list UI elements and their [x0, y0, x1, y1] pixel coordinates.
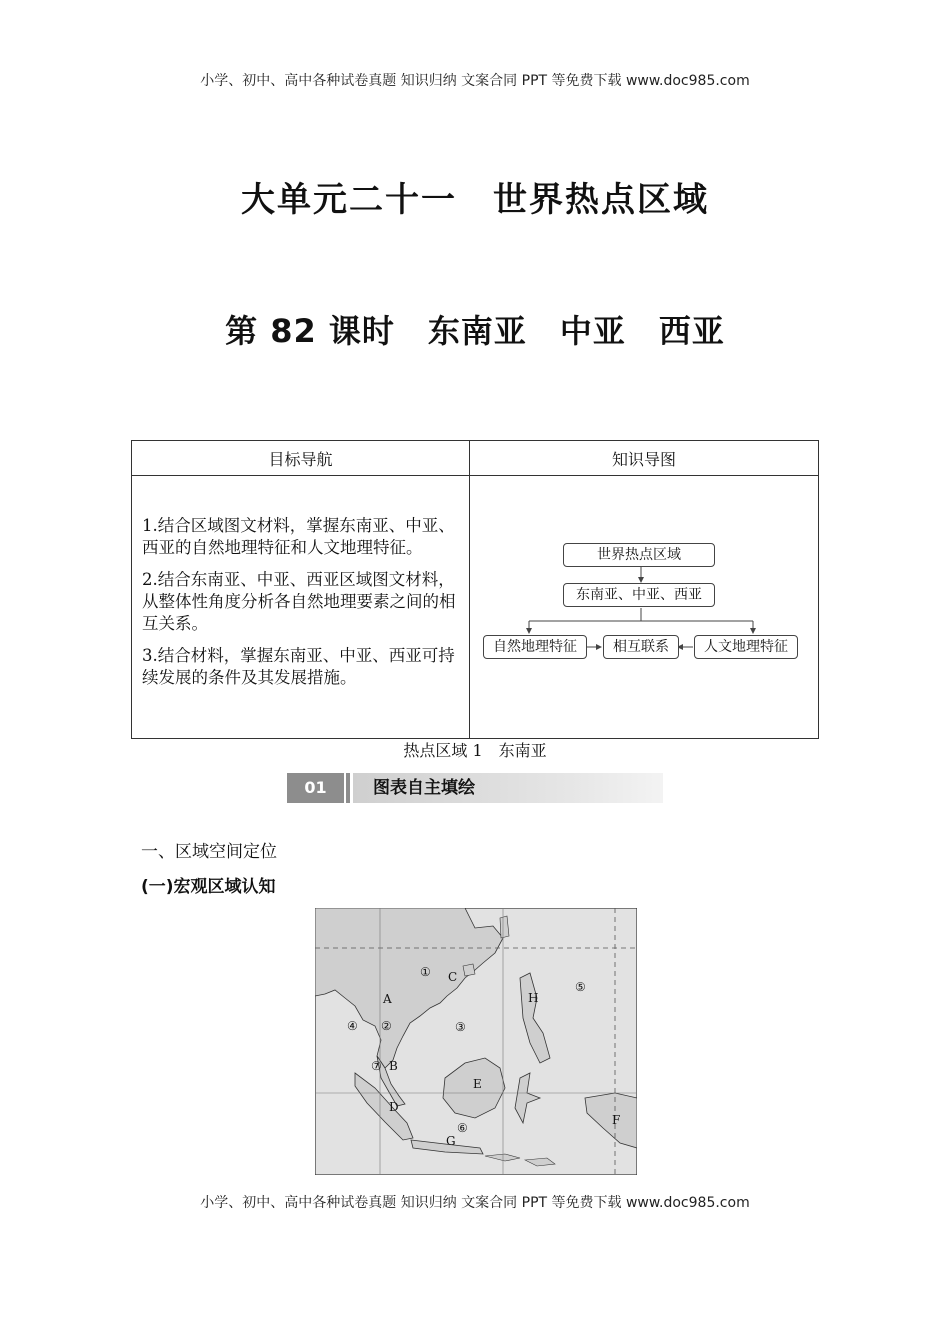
- goal-item: 2.结合东南亚、中亚、西亚区域图文材料，从整体性角度分析各自然地理要素之间的相互关系。: [142, 570, 456, 633]
- map-label-D: D: [389, 1100, 399, 1114]
- map-label-2: ②: [381, 1019, 392, 1033]
- map-label-3: ③: [455, 1020, 466, 1034]
- map-label-4: ④: [347, 1019, 358, 1033]
- banner-number: 01: [287, 773, 344, 803]
- goal-item: 1.结合区域图文材料，掌握东南亚、中亚、西亚的自然地理特征和人文地理特征。: [142, 516, 455, 557]
- mindmap-cell: [470, 476, 819, 739]
- map-label-C: C: [448, 970, 458, 984]
- mindmap-level2: 东南亚、中亚、西亚: [563, 583, 715, 607]
- map-label-1: ①: [420, 965, 431, 979]
- banner-label: 图表自主填绘: [353, 773, 663, 803]
- banner-divider: [346, 773, 350, 803]
- map-label-7: ⑦: [371, 1059, 382, 1073]
- page-footer: 小学、初中、高中各种试卷真题 知识归纳 文案合同 PPT 等免费下载 www.doc985.com: [200, 1195, 750, 1211]
- map-label-E: E: [473, 1077, 482, 1091]
- map-label-6: ⑥: [457, 1121, 468, 1135]
- map-label-5: ⑤: [575, 980, 586, 994]
- goal-list: [132, 476, 470, 739]
- map-label-A: A: [383, 992, 392, 1006]
- mindmap-natural: 自然地理特征: [483, 635, 587, 659]
- subsection-heading: (一)宏观区域认知: [141, 877, 276, 897]
- mindmap-root: 世界热点区域: [563, 543, 715, 567]
- section-banner: [287, 773, 663, 803]
- mindmap: [471, 477, 817, 737]
- goal-column-header: 目标导航: [132, 441, 470, 476]
- map-label-F: F: [612, 1113, 621, 1127]
- mindmap-column-header: 知识导图: [470, 441, 819, 476]
- map-label-H: H: [528, 991, 539, 1005]
- map-label-G: G: [446, 1134, 456, 1148]
- region-caption: 热点区域 1 东南亚: [403, 741, 547, 760]
- mindmap-connectors: [471, 477, 817, 737]
- map-label-B: B: [389, 1059, 398, 1073]
- unit-title: 大单元二十一 世界热点区域: [241, 180, 709, 220]
- southeast-asia-map: [315, 908, 637, 1175]
- mindmap-human: 人文地理特征: [694, 635, 798, 659]
- section-heading: 一、区域空间定位: [141, 842, 277, 862]
- lesson-title: 第 82 课时 东南亚 中亚 西亚: [225, 312, 725, 350]
- goal-item: 3.结合材料，掌握东南亚、中亚、西亚可持续发展的条件及其发展措施。: [142, 646, 455, 687]
- page-header: 小学、初中、高中各种试卷真题 知识归纳 文案合同 PPT 等免费下载 www.doc985.com: [200, 73, 750, 89]
- goal-table: [131, 440, 819, 739]
- mindmap-link: 相互联系: [603, 635, 679, 659]
